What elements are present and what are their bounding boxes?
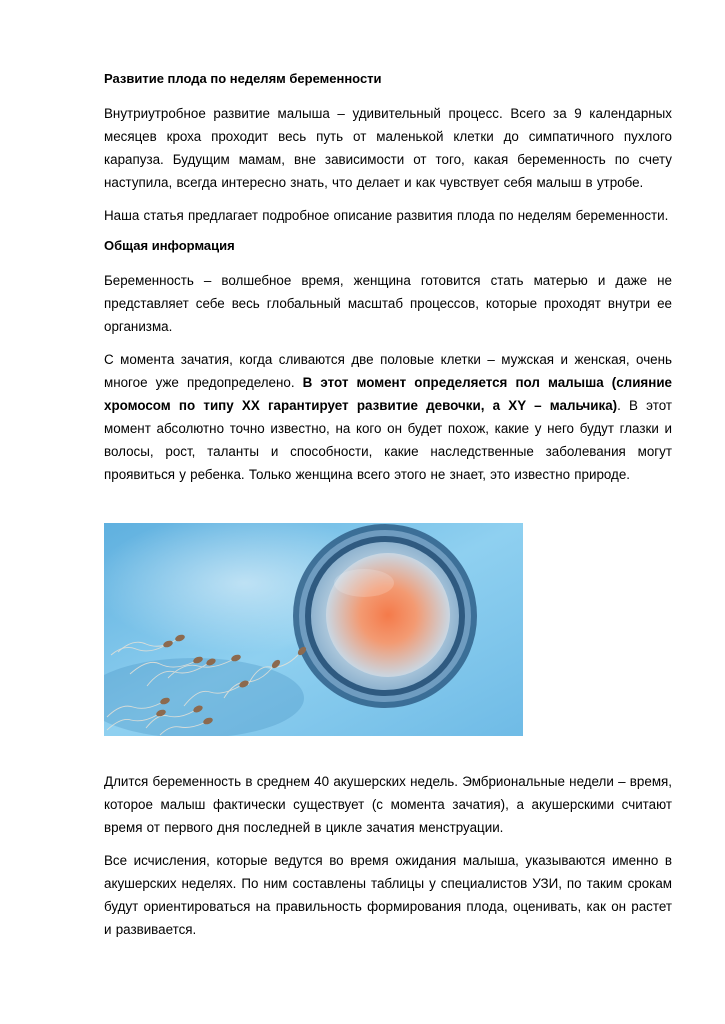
intro-paragraph: Внутриутробное развитие малыша – удивительный процесс. Всего за 9 календарных месяцев кроха проходит весь путь от маленькой клетки до симпатичного пухлого карапуза. Будущим мамам, вне зависимости от того, какая беременность по счету наступила, всегда интересно знать, что делает и как чувствует себя малыш в утробе. [104,106,672,190]
article-bottom [104,770,672,951]
conception-paragraph [104,348,672,486]
conception-bold-text: В этот момент определяется пол малыша (слияние хромосом по типу XX гарантирует развитие девочки, а XY – мальчика) [104,375,672,413]
conception-text-2: . В этот момент абсолютно точно известно, на кого он будет похож, какие у него будут глазки и волосы, рост, таланты и способности, какие наследственные заболевания могут проявиться у ребенка. Только женщина всего этого не знает, это известно природе. [104,398,672,482]
egg-sperm-illustration [104,523,523,736]
article-note: Наша статья предлагает подробное описание развития плода по неделям беременности. [104,208,669,223]
article-top [104,70,672,496]
duration-paragraph: Длится беременность в среднем 40 акушерских недель. Эмбриональные недели – время, которое малыш фактически существует (с момента зачатия), а акушерскими считают время от первого дня последней в цикле зачатия менструации. [104,774,672,835]
calculation-paragraph: Все исчисления, которые ведутся во время ожидания малыша, указываются именно в акушерских неделях. По ним составлены таблицы у специалистов УЗИ, по таким срокам будут ориентироваться на правильность формирования плода, оценивать, как он растет и развивается. [104,853,672,937]
section-heading: Общая информация [104,238,235,253]
egg-nucleus [326,553,450,677]
egg-sperm-svg [104,523,523,736]
article-title: Развитие плода по неделям беременности [104,71,382,86]
conception-text-1: С момента зачатия, когда сливаются две половые клетки – мужская и женская, очень многое уже предопределено. [104,352,672,390]
general-paragraph: Беременность – волшебное время, женщина готовится стать матерью и даже не представляет себе весь глобальный масштаб процессов, которые проходят внутри ее организма. [104,273,672,334]
